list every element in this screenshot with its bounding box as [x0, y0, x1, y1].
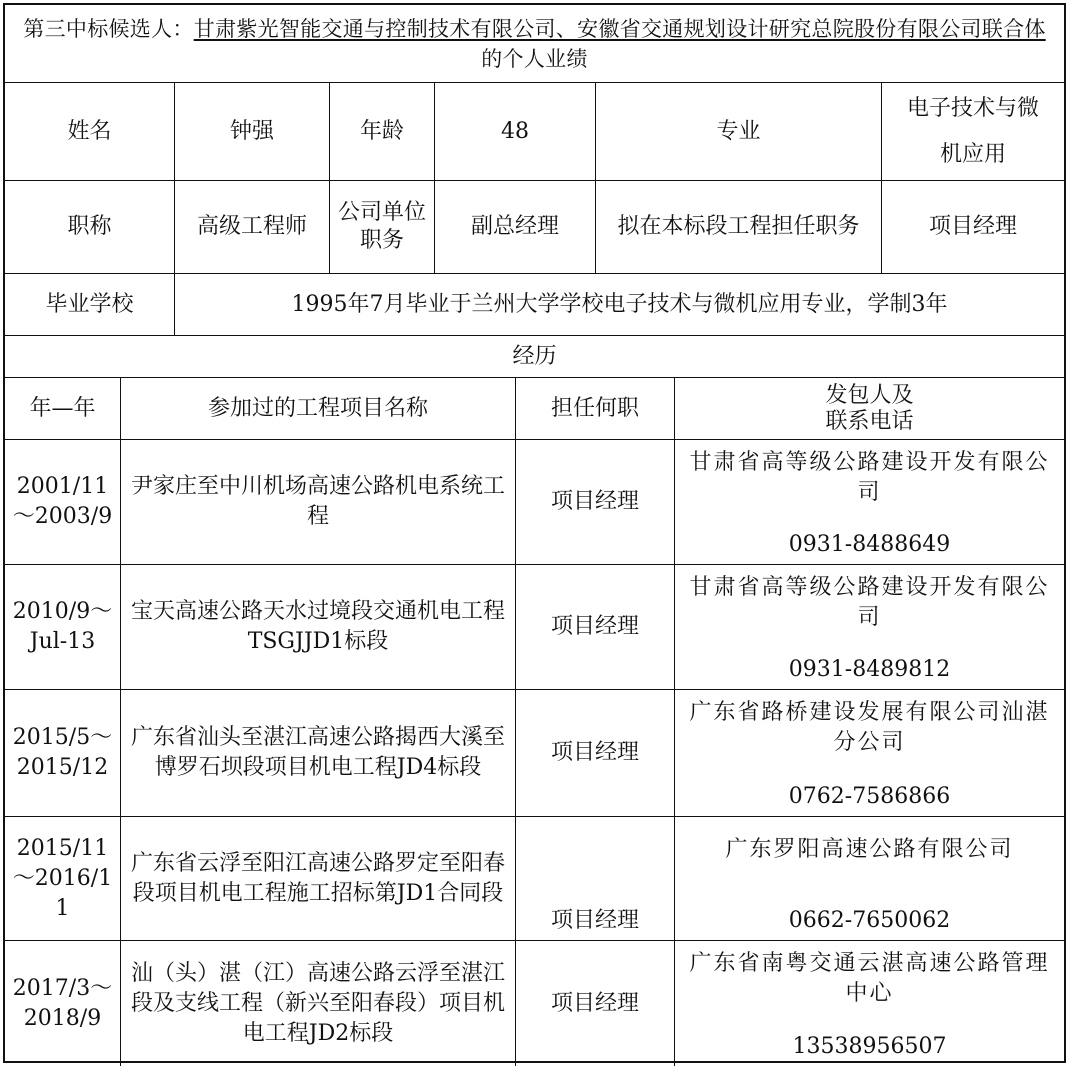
project-cell: 尹家庄至中川机场高速公路机电系统工程 [120, 440, 515, 564]
name-label: 姓名 [67, 118, 112, 144]
school-value: 1995年7月毕业于兰州大学学校电子技术与微机应用专业，学制3年 [174, 274, 1064, 335]
experience-header-row [5, 377, 1064, 439]
proposed-role-label: 拟在本标段工程担任职务 [595, 181, 881, 273]
period-cell [5, 440, 120, 564]
job-title-label: 职称 [67, 214, 112, 239]
name-value: 钟强 [174, 83, 329, 180]
period-text: 2001/11～2003/9 [12, 474, 113, 529]
company-position-label [329, 181, 434, 273]
company-position-label-text: 公司单位职务 [338, 200, 427, 253]
contact-cell [674, 941, 1064, 1066]
client-phone: 0662-7650062 [788, 908, 951, 933]
major-value [881, 83, 1064, 180]
table-row [5, 564, 1064, 689]
age-label: 年龄 [329, 83, 434, 180]
school-row [5, 273, 1064, 335]
table-title [5, 5, 1064, 82]
profile-row-1 [5, 82, 1064, 180]
personnel-table [3, 3, 1066, 1063]
role-cell: 项目经理 [515, 565, 674, 689]
age-value: 48 [434, 83, 595, 180]
period-cell [5, 941, 120, 1066]
project-cell: 汕（头）湛（江）高速公路云浮至湛江段及支线工程（新兴至阳春段）项目机电工程JD2标段 [120, 941, 515, 1066]
client-name: 甘肃省高等级公路建设开发有限公司 [689, 575, 1050, 630]
experience-section-label: 经历 [512, 343, 557, 369]
job-title-value: 高级工程师 [174, 181, 329, 273]
header-project: 参加过的工程项目名称 [120, 378, 515, 439]
period-text: 2017/3～2018/9 [12, 975, 113, 1031]
header-contact [674, 378, 1064, 439]
role-cell: 项目经理 [515, 817, 674, 940]
table-row [5, 439, 1064, 564]
title-suffix: 的个人业绩 [481, 46, 588, 71]
contact-cell [674, 440, 1064, 564]
major-value-text: 电子技术与微机应用 [907, 95, 1040, 167]
table-row [5, 689, 1064, 816]
client-name: 甘肃省高等级公路建设开发有限公司 [689, 450, 1050, 505]
company-position-value: 副总经理 [434, 181, 595, 273]
role-cell: 项目经理 [515, 440, 674, 564]
title-row [5, 5, 1064, 82]
proposed-role-value: 项目经理 [881, 181, 1064, 273]
client-phone: 13538956507 [792, 1034, 947, 1059]
period-cell [5, 565, 120, 689]
table-row [5, 816, 1064, 940]
client-name: 广东省南粤交通云湛高速公路管理中心 [689, 951, 1050, 1006]
title-prefix: 第三中标候选人： [23, 16, 194, 41]
header-role: 担任何职 [515, 378, 674, 439]
header-contact-text: 发包人及联系电话 [825, 382, 914, 434]
contact-cell [674, 817, 1064, 940]
client-name: 广东罗阳高速公路有限公司 [725, 837, 1014, 862]
contact-cell [674, 565, 1064, 689]
period-text: 2015/5～2015/12 [12, 725, 113, 780]
role-cell: 项目经理 [515, 690, 674, 816]
client-phone: 0931-8488649 [788, 532, 951, 557]
client-phone: 0931-8489812 [788, 657, 951, 682]
title-company: 甘肃紫光智能交通与控制技术有限公司、安徽省交通规划设计研究总院股份有限公司联合体 [193, 16, 1046, 41]
project-cell: 广东省云浮至阳江高速公路罗定至阳春段项目机电工程施工招标第JD1合同段 [120, 817, 515, 940]
period-text: 2015/11～2016/11 [12, 835, 113, 921]
school-label: 毕业学校 [45, 291, 134, 317]
major-label: 专业 [595, 83, 881, 180]
role-cell: 项目经理 [515, 941, 674, 1066]
client-phone: 0762-7586866 [788, 784, 951, 809]
experience-section-row [5, 335, 1064, 377]
client-name: 广东省路桥建设发展有限公司汕湛分公司 [689, 700, 1050, 755]
contact-cell [674, 690, 1064, 816]
project-cell: 宝天高速公路天水过境段交通机电工程TSGJJD1标段 [120, 565, 515, 689]
period-cell [5, 817, 120, 940]
header-years: 年—年 [29, 395, 96, 421]
period-cell [5, 690, 120, 816]
table-row [5, 940, 1064, 1066]
project-cell: 广东省汕头至湛江高速公路揭西大溪至博罗石坝段项目机电工程JD4标段 [120, 690, 515, 816]
period-text: 2010/9～Jul-13 [12, 599, 113, 654]
profile-row-2 [5, 180, 1064, 273]
